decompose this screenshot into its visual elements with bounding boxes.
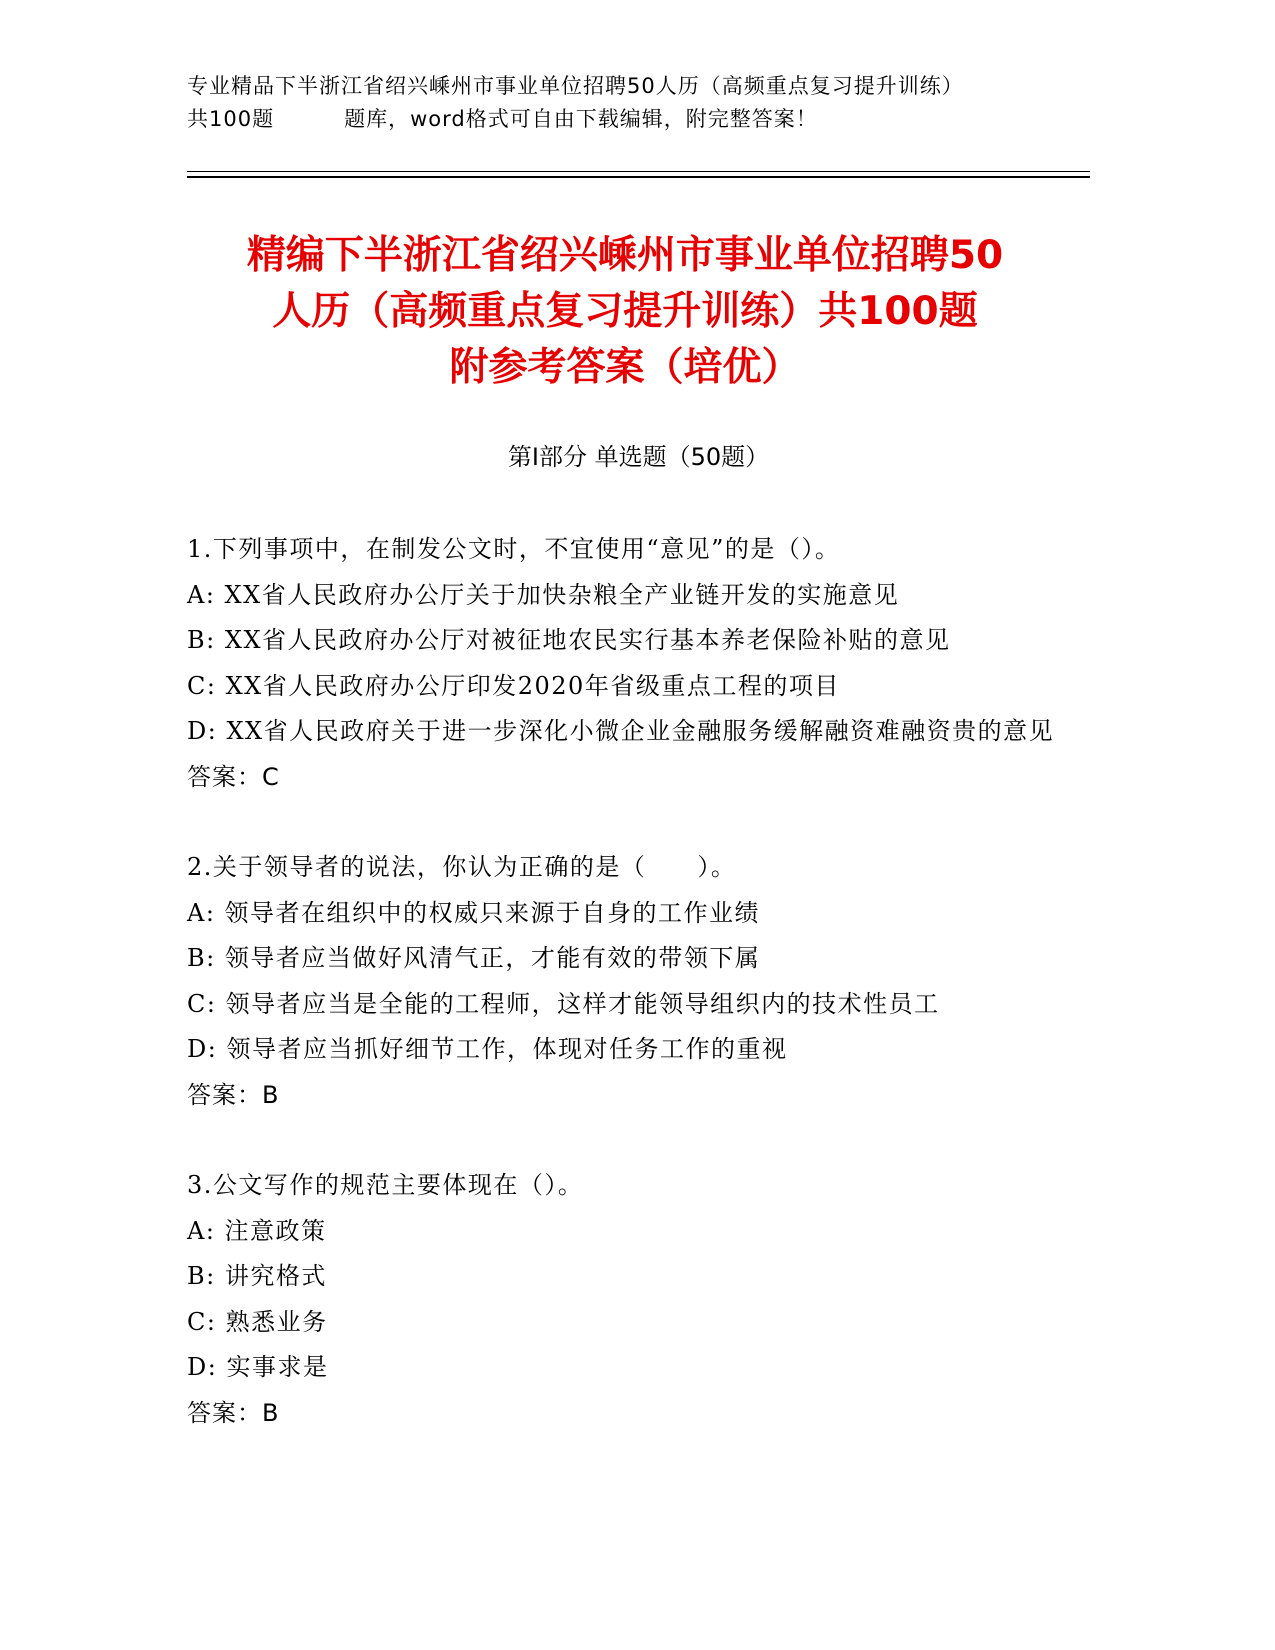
question-2 (187, 845, 1087, 1118)
question-stem: 1.下列事项中，在制发公文时，不宜使用“意见”的是（）。 (187, 535, 841, 563)
answer: 答案：B (187, 1398, 280, 1427)
title-line-3: 附参考答案（培优） (449, 345, 801, 390)
answer: 答案：B (187, 1080, 280, 1109)
option-a: A: XX省人民政府办公厅关于加快杂粮全产业链开发的实施意见 (187, 580, 900, 609)
option-c: C: 熟悉业务 (187, 1307, 328, 1336)
question-list (187, 527, 1087, 1481)
header-divider-thick (187, 176, 1090, 178)
option-a: A: 注意政策 (187, 1216, 327, 1245)
header-divider-thin (187, 171, 1090, 172)
question-stem: 2.关于领导者的说法，你认为正确的是（ ）。 (187, 853, 737, 881)
document-title (160, 228, 1090, 396)
section-title: 第Ⅰ部分 单选题（50题） (507, 443, 770, 471)
header-line-1: 专业精品下半浙江省绍兴嵊州市事业单位招聘50人历（高频重点复习提升训练） (187, 74, 964, 98)
question-1 (187, 527, 1087, 800)
title-line-2: 人历（高频重点复习提升训练）共100题 (272, 289, 978, 334)
header-line-2-right: 题库，word格式可自由下载编辑，附完整答案！ (344, 107, 818, 131)
option-d: D: 实事求是 (187, 1353, 329, 1381)
option-b: B: 领导者应当做好风清气正，才能有效的带领下属 (187, 944, 761, 972)
option-d: D: XX省人民政府关于进一步深化小微企业金融服务缓解融资难融资贵的意见 (187, 717, 1055, 745)
option-b: B: 讲究格式 (187, 1262, 327, 1290)
question-stem: 3.公文写作的规范主要体现在（）。 (187, 1171, 584, 1199)
title-line-1: 精编下半浙江省绍兴嵊州市事业单位招聘50 (246, 233, 1004, 278)
header-line-2-left: 共100题 (187, 107, 275, 131)
header-line-2 (187, 103, 1067, 136)
option-b: B: XX省人民政府办公厅对被征地农民实行基本养老保险补贴的意见 (187, 626, 951, 654)
option-c: C: XX省人民政府办公厅印发2020年省级重点工程的项目 (187, 671, 840, 700)
option-a: A: 领导者在组织中的权威只来源于自身的工作业绩 (187, 898, 761, 927)
document-header (187, 70, 1067, 136)
question-3 (187, 1163, 1087, 1436)
option-c: C: 领导者应当是全能的工程师，这样才能领导组织内的技术性员工 (187, 989, 940, 1018)
answer: 答案：C (187, 762, 280, 791)
option-d: D: 领导者应当抓好细节工作，体现对任务工作的重视 (187, 1035, 788, 1063)
